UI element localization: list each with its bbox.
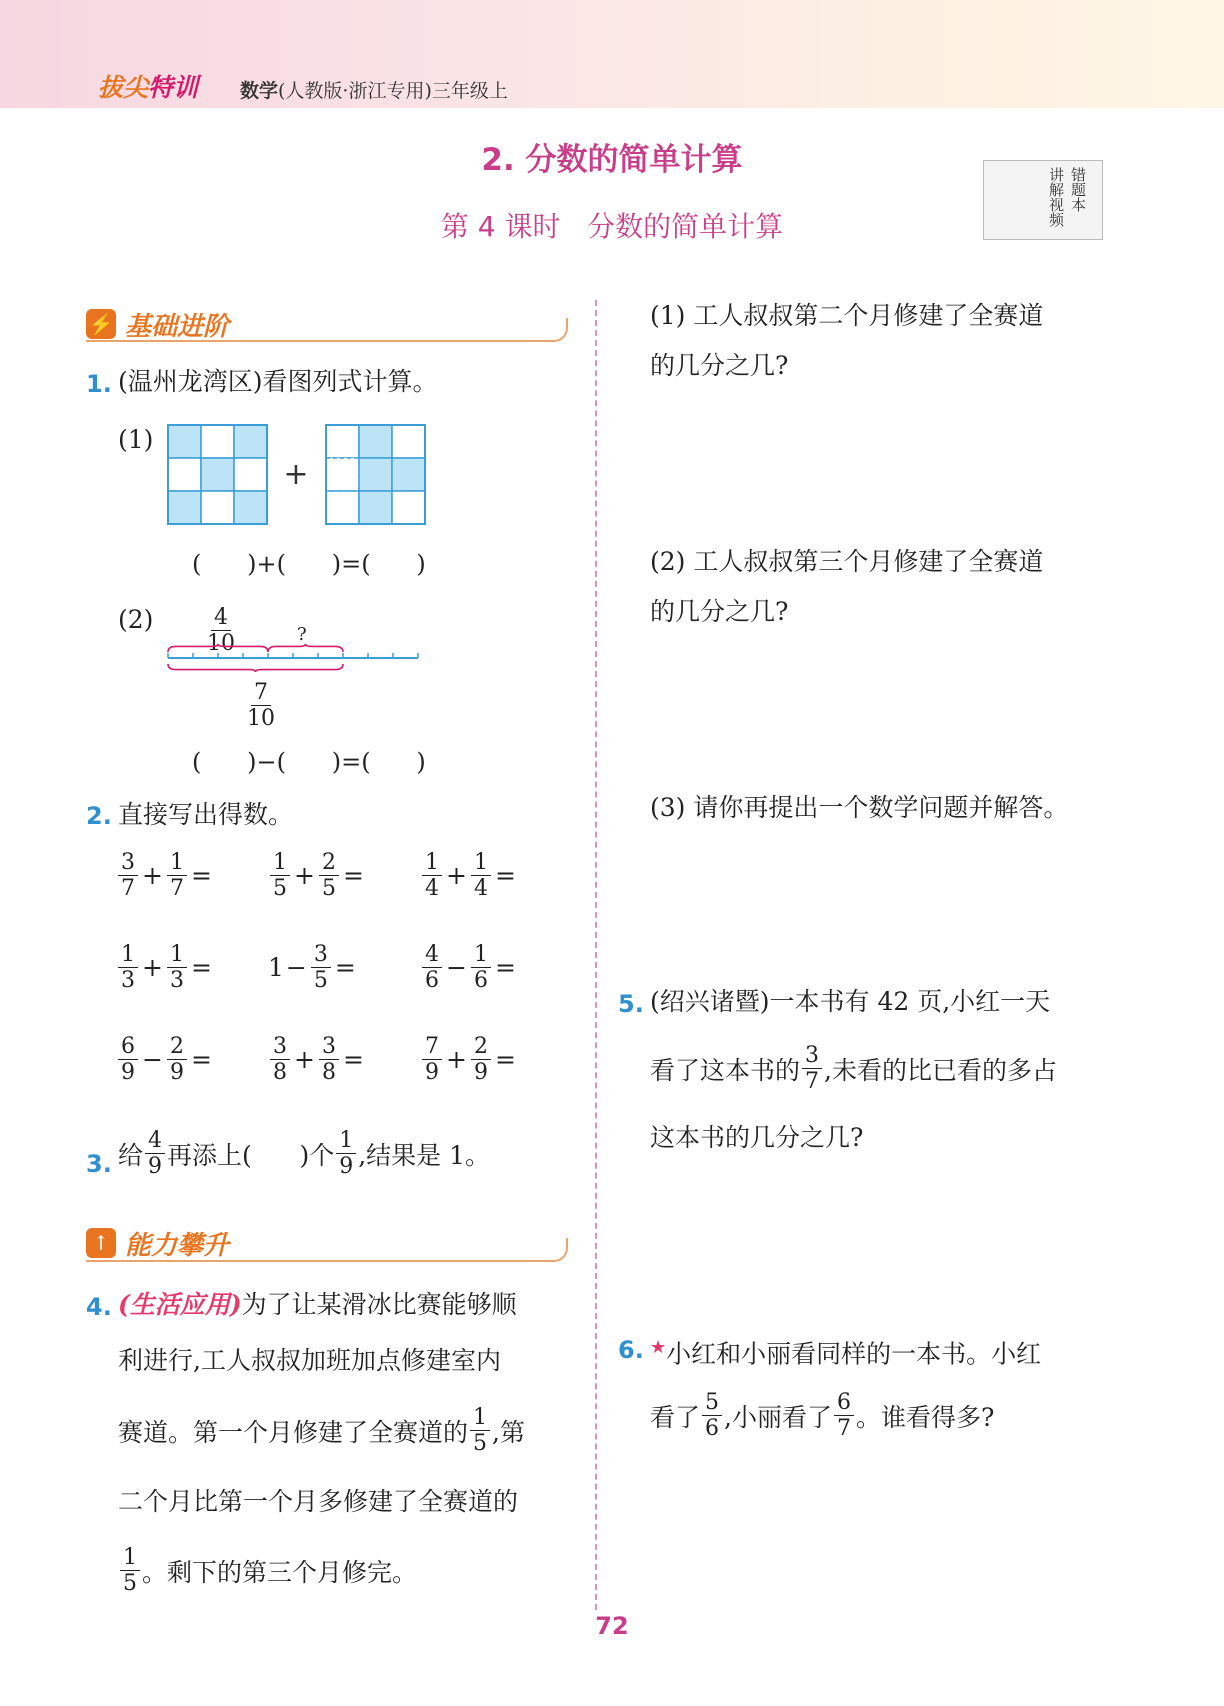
brace-top-unknown xyxy=(268,644,343,652)
q1-addition-blanks: ( )+( )=( ) xyxy=(192,550,426,578)
page-number: 72 xyxy=(595,1612,629,1640)
q1-grids xyxy=(166,424,436,526)
video-box[interactable] xyxy=(983,160,1103,240)
q6-number: 6. xyxy=(618,1336,644,1364)
grid-cell xyxy=(326,491,359,524)
grid-cell xyxy=(392,491,425,524)
star-icon: ★ xyxy=(650,1337,667,1358)
brace-top-known xyxy=(168,644,268,652)
q2-prompt: 直接写出得数。 xyxy=(118,800,294,829)
q4-sub3: (3) 请你再提出一个数学问题并解答。 xyxy=(650,793,1069,822)
video-box-line1: 错题本 xyxy=(1069,167,1087,212)
grid-cell xyxy=(234,458,267,491)
q4-line1: (生活应用)为了让某滑冰比赛能够顺 xyxy=(118,1290,517,1319)
runner-icon: ⚡ xyxy=(86,309,116,339)
section-advanced-underline xyxy=(86,1238,568,1262)
section-title: 2. 分数的简单计算 xyxy=(481,142,743,178)
brand-logo: 拔尖特训 xyxy=(98,73,199,102)
q2-item: $\frac{1}{4}$ + $\frac{1}{4}$ = xyxy=(420,850,518,901)
grid-plus-sign: + xyxy=(283,457,309,492)
grid-cell xyxy=(326,425,359,458)
climber-icon: ↑ xyxy=(86,1228,116,1258)
grid-cell-shaded xyxy=(201,458,234,491)
q2-item: $\frac{1}{5}$ + $\frac{2}{5}$ = xyxy=(268,850,366,901)
column-divider xyxy=(595,300,597,1610)
grid-cell-shaded xyxy=(168,425,201,458)
q3-text: 给 $\frac{4}{9}$ 再添上( )个 $\frac{1}{9}$ ,结果是 1。 xyxy=(118,1128,491,1179)
q5-line1: (绍兴诸暨)一本书有 42 页,小红一天 xyxy=(650,987,1051,1016)
q2-item: $\frac{6}{9}$ − $\frac{2}{9}$ = xyxy=(116,1034,214,1085)
q1-part1-label: (1) xyxy=(118,425,154,454)
q6-line1: ★小红和小丽看同样的一本书。小红 xyxy=(650,1337,1042,1369)
section-basic: 基础进阶 xyxy=(125,312,230,342)
grid-right xyxy=(326,425,425,524)
q5-number: 5. xyxy=(618,990,644,1018)
grid-cell-shaded xyxy=(234,425,267,458)
number-line-diagram xyxy=(164,638,424,684)
q1-bottom-fraction: $\frac{7}{10}$ xyxy=(247,680,275,731)
grid-left xyxy=(168,425,267,524)
grid-cell xyxy=(201,491,234,524)
q1-part2-label: (2) xyxy=(118,605,154,634)
grid-cell xyxy=(201,425,234,458)
q4-line2: 利进行,工人叔叔加班加点修建室内 xyxy=(118,1346,501,1375)
q2-number: 2. xyxy=(86,802,112,830)
video-box-line2: 讲解视频 xyxy=(1047,167,1065,227)
grid-cell xyxy=(326,458,359,491)
q4-line5: $\frac{1}{5}$ 。剩下的第三个月修完。 xyxy=(118,1545,417,1596)
grid-cell xyxy=(392,425,425,458)
q4-sub2-line2: 的几分之几? xyxy=(650,597,789,626)
q4-number: 4. xyxy=(86,1293,112,1321)
q2-item: $\frac{1}{3}$ + $\frac{1}{3}$ = xyxy=(116,942,214,993)
q1-subtraction-blanks: ( )−( )=( ) xyxy=(192,748,426,776)
q6-line2: 看了 $\frac{5}{6}$ ,小丽看了 $\frac{6}{7}$ 。谁看得多? xyxy=(650,1390,995,1441)
grid-cell-shaded xyxy=(168,491,201,524)
q3-number: 3. xyxy=(86,1150,112,1178)
section-advanced: 能力攀升 xyxy=(125,1231,230,1261)
lesson-title: 第 4 课时 分数的简单计算 xyxy=(440,210,784,243)
grid-cell-shaded xyxy=(392,458,425,491)
q2-item: $\frac{3}{7}$ + $\frac{1}{7}$ = xyxy=(116,850,214,901)
q1-prompt: (温州龙湾区)看图列式计算。 xyxy=(118,367,438,396)
grid-cell-shaded xyxy=(359,458,392,491)
book-info: 数学(人教版·浙江专用)三年级上 xyxy=(240,80,508,102)
grid-cell xyxy=(168,458,201,491)
q4-sub2-line1: (2) 工人叔叔第三个月修建了全赛道 xyxy=(650,547,1044,576)
grid-cell-shaded xyxy=(359,491,392,524)
q2-item: $\frac{3}{8}$ + $\frac{3}{8}$ = xyxy=(268,1034,366,1085)
q4-sub1-line2: 的几分之几? xyxy=(650,351,789,380)
q4-line4: 二个月比第一个月多修建了全赛道的 xyxy=(118,1487,519,1516)
brace-bottom-total xyxy=(168,664,343,672)
q4-sub1-line1: (1) 工人叔叔第二个月修建了全赛道 xyxy=(650,301,1044,330)
q1-top-fraction: $\frac{4}{10}$ xyxy=(207,605,235,656)
grid-cell-shaded xyxy=(359,425,392,458)
q1-number: 1. xyxy=(86,370,112,398)
q5-line3: 这本书的几分之几? xyxy=(650,1123,864,1152)
q5-line2: 看了这本书的 $\frac{3}{7}$ ,未看的比已看的多占 xyxy=(650,1043,1057,1094)
q4-line3: 赛道。第一个月修建了全赛道的 $\frac{1}{5}$ ,第 xyxy=(118,1405,525,1456)
q2-item: $\frac{7}{9}$ + $\frac{2}{9}$ = xyxy=(420,1034,518,1085)
q2-item: $\frac{4}{6}$ − $\frac{1}{6}$ = xyxy=(420,942,518,993)
q2-item: 1 − $\frac{3}{5}$ = xyxy=(268,942,356,993)
grid-cell-shaded xyxy=(234,491,267,524)
section-basic-underline xyxy=(86,318,568,342)
q1-question-mark: ? xyxy=(297,624,307,645)
